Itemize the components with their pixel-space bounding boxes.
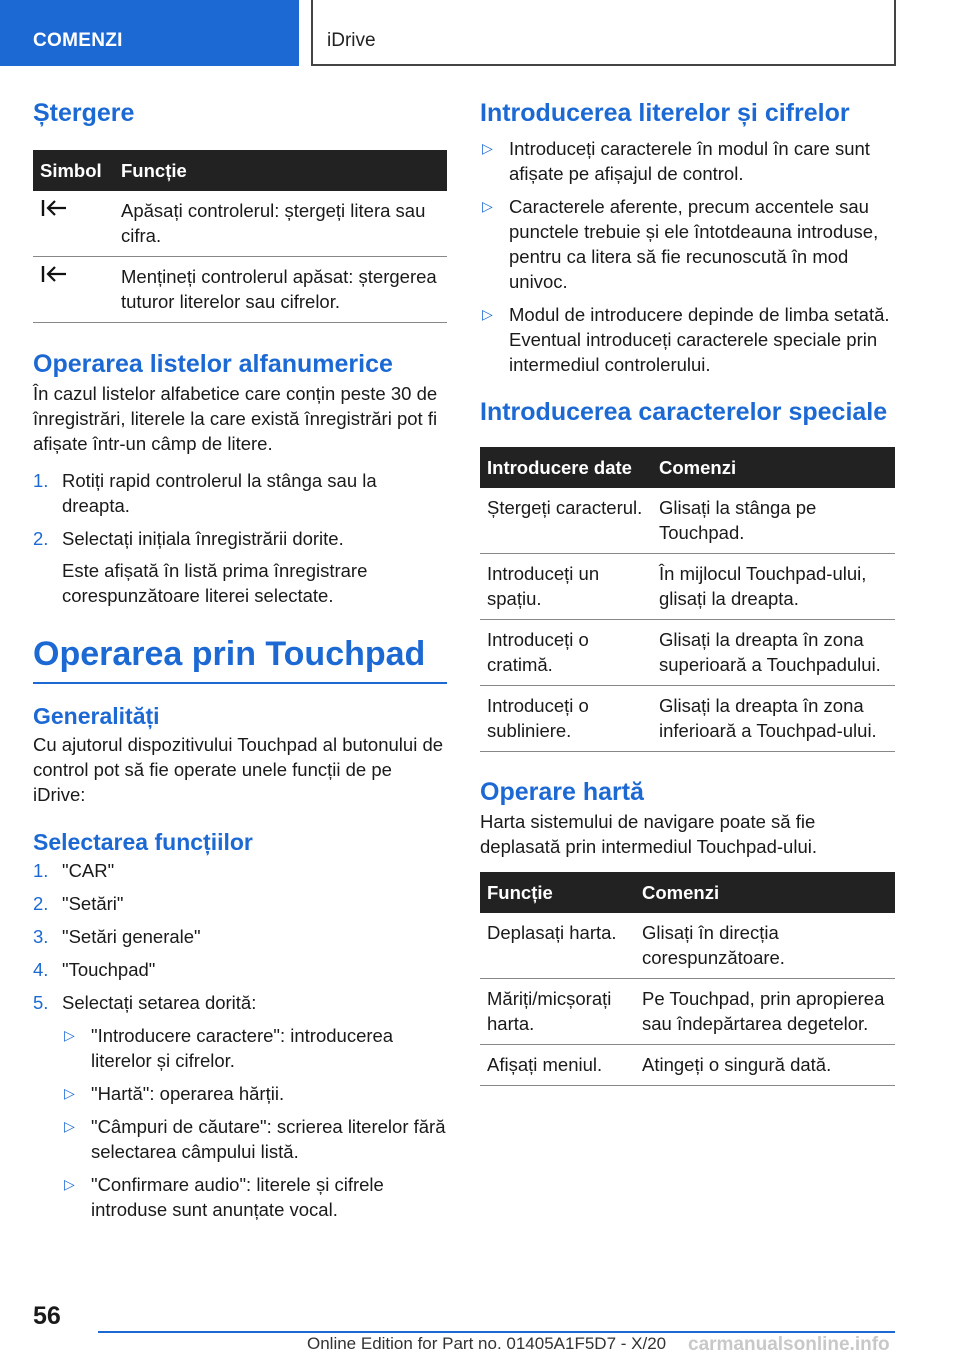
triangle-bullet-icon: ▷ xyxy=(482,140,493,156)
alfa-heading: Operarea listelor alfanumerice xyxy=(33,350,393,378)
special-table xyxy=(480,447,895,752)
triangle-bullet-icon: ▷ xyxy=(64,1085,75,1101)
footer-edition: Online Edition for Part no. 01405A1F5D7 - X/20 xyxy=(307,1334,667,1353)
stergere-col-simbol: Simbol xyxy=(33,150,114,191)
triangle-bullet-icon: ▷ xyxy=(64,1027,75,1043)
alfa-step-note: Este afișată în listă prima înregistrare corespunzătoare literei selectate. xyxy=(62,560,368,606)
list-item: ▷ "Hartă": operarea hărții. xyxy=(64,1083,285,1104)
list-item: 3. "Setări generale" xyxy=(33,926,201,947)
table-row: Introduceți o subliniere. Glisați la dreapta în zona inferioară a Touchpad-ului. xyxy=(480,686,895,752)
header-chapter-tab xyxy=(311,0,896,66)
table-row: Măriți/micșorați harta. Pe Touchpad, prin apropierea sau îndepărtarea degetelor. xyxy=(480,979,895,1045)
alfa-paragraph: În cazul listelor alfabetice care conțin peste 30 de înregistrări, literele la care există înregistrări pot fi afișate într-un câmp de litere. xyxy=(33,383,438,454)
stergere-col-functie: Funcție xyxy=(114,150,447,191)
alfa-steps xyxy=(33,468,447,608)
list-item: ▷ "Câmpuri de căutare": scrierea literelor fără selectarea câmpului listă. xyxy=(64,1116,446,1162)
list-item: ▷ Modul de introducere depinde de limba setată. Eventual introduceți caracterele speciale prin intermediul controlerului. xyxy=(482,304,890,375)
intro-bullets xyxy=(480,136,895,377)
left-column xyxy=(33,98,447,1230)
table-row: Afișați meniul. Atingeți o singură dată. xyxy=(480,1045,895,1086)
list-item: 1. "CAR" xyxy=(33,860,115,881)
header-section-label: COMENZI xyxy=(33,30,123,51)
triangle-bullet-icon: ▷ xyxy=(64,1118,75,1134)
special-col-comenzi: Comenzi xyxy=(652,447,895,488)
list-item: 2. Selectați inițiala înregistrării dorite. Este afișată în listă prima înregistrare corespunzătoare literei selectate. xyxy=(33,526,447,608)
map-col-functie: Funcție xyxy=(480,872,635,913)
delete-back-arrow-icon xyxy=(40,264,68,284)
special-heading: Introducerea caracterelor speciale xyxy=(480,398,888,426)
list-item: ▷ Caracterele aferente, precum accentele sau punctele trebuie și ele întotdeauna introduse, pentru ca litera să fie recunoscută în mod univoc. xyxy=(482,196,879,292)
special-col-introducere: Introducere date xyxy=(480,447,652,488)
select-sub-options xyxy=(62,1023,447,1222)
general-paragraph: Cu ajutorul dispozitivului Touchpad al butonului de control pot să fie operate unele funcții de pe iDrive: xyxy=(33,734,444,805)
header-section-tab xyxy=(0,0,299,66)
page-number: 56 xyxy=(33,1302,61,1330)
list-item: 1. Rotiți rapid controlerul la stânga sau la dreapta. xyxy=(33,470,377,516)
right-column xyxy=(480,98,895,1086)
stergere-heading: Ștergere xyxy=(33,99,135,127)
table-row: Deplasați harta. Glisați în direcția corespunzătoare. xyxy=(480,913,895,979)
stergere-row-1-text: Apăsați controlerul: ștergeți litera sau cifra. xyxy=(114,191,447,257)
map-heading: Operare hartă xyxy=(480,778,644,806)
table-row xyxy=(33,191,447,257)
header-chapter-label: iDrive xyxy=(327,30,376,51)
triangle-bullet-icon: ▷ xyxy=(482,198,493,214)
triangle-bullet-icon: ▷ xyxy=(64,1176,75,1192)
list-item: ▷ "Confirmare audio": literele și cifrele introduse sunt anunțate vocal. xyxy=(64,1174,384,1220)
list-item: ▷ Introduceți caracterele în modul în care sunt afișate pe afișajul de control. xyxy=(482,138,870,184)
stergere-row-2-text: Mențineți controlerul apăsat: ștergerea tuturor literelor sau cifrelor. xyxy=(114,257,447,323)
table-row: Ștergeți caracterul. Glisați la stânga pe Touchpad. xyxy=(480,488,895,554)
footer-divider xyxy=(98,1331,895,1333)
list-item: 5. Selectați setarea dorită: ▷ "Introducere caractere": introducerea literelor și cifrelor. ▷ "Hartă": operarea hărții. ▷ "Câmpuri de căutare": scrierea literelor fără selectarea câmpului listă. ▷ "Confirmare audio": literele și cifrele introduse sunt anunțate vocal. xyxy=(33,992,446,1220)
list-item: ▷ "Introducere caractere": introducerea literelor și cifrelor. xyxy=(64,1025,394,1071)
watermark: carmanualsonline.info xyxy=(688,1334,890,1355)
table-row: Introduceți un spațiu. În mijlocul Touchpad-ului, glisați la dreapta. xyxy=(480,554,895,620)
map-paragraph: Harta sistemului de navigare poate să fie deplasată prin intermediul Touchpad-ului. xyxy=(480,811,817,857)
general-heading: Generalități xyxy=(33,703,160,729)
table-row: Introduceți o cratimă. Glisați la dreapta în zona superioară a Touchpadului. xyxy=(480,620,895,686)
list-item: 2. "Setări" xyxy=(33,893,124,914)
touchpad-heading: Operarea prin Touchpad xyxy=(33,634,447,684)
list-item: 4. "Touchpad" xyxy=(33,959,156,980)
select-steps xyxy=(33,858,447,1222)
table-row xyxy=(33,257,447,323)
stergere-table xyxy=(33,150,447,323)
select-heading: Selectarea funcțiilor xyxy=(33,829,253,855)
triangle-bullet-icon: ▷ xyxy=(482,306,493,322)
map-table xyxy=(480,872,895,1086)
delete-back-arrow-icon xyxy=(40,198,68,218)
map-col-comenzi: Comenzi xyxy=(635,872,895,913)
intro-heading: Introducerea literelor și cifrelor xyxy=(480,99,850,127)
